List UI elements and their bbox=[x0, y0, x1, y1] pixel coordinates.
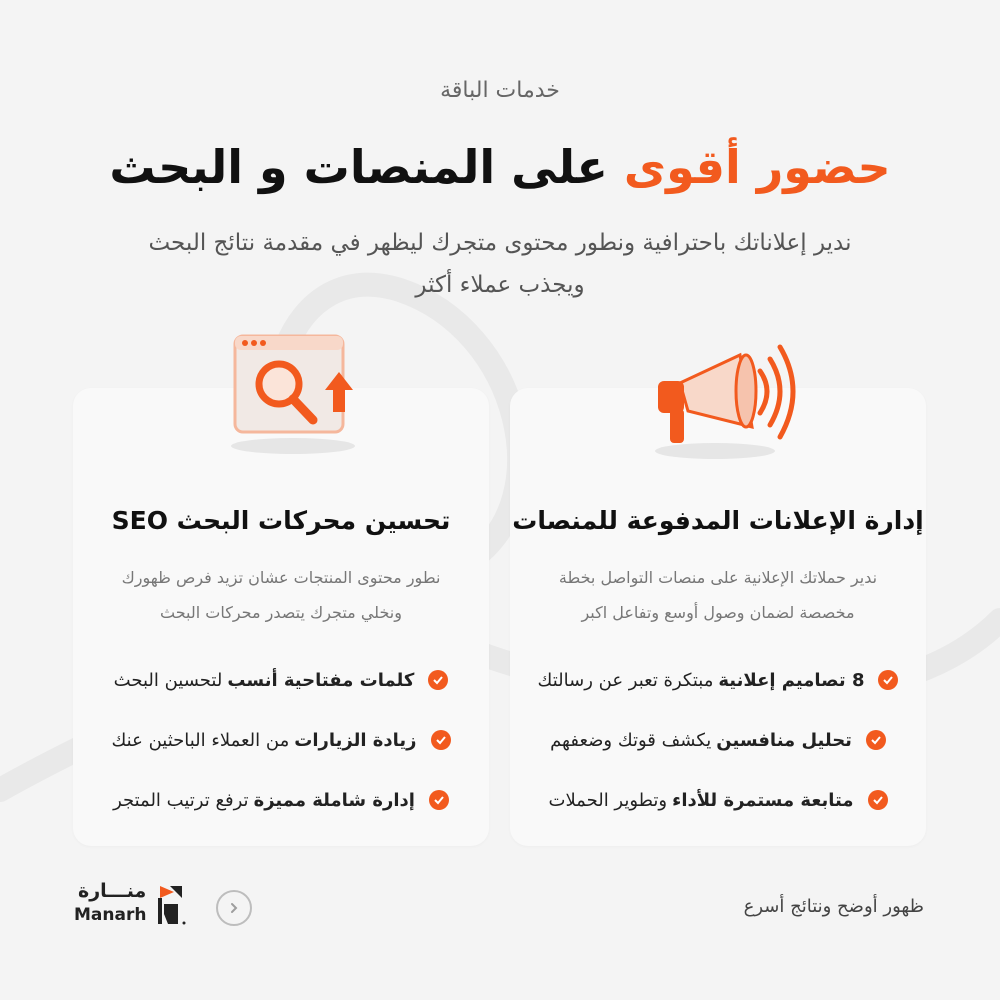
logo-arabic-text: منـــارة bbox=[78, 880, 147, 902]
check-icon bbox=[429, 790, 449, 810]
search-window-icon bbox=[223, 328, 373, 458]
card-title: تحسين محركات البحث SEO bbox=[111, 506, 451, 535]
feature-item bbox=[510, 710, 926, 770]
feature-text: يكشف قوتك وضعفهم bbox=[550, 729, 712, 751]
card-description: ندير حملاتك الإعلانية على منصات التواصل بخطة مخصصة لضمان وصول أوسع وتفاعل اكبر bbox=[558, 568, 878, 622]
feature-item bbox=[73, 770, 489, 830]
logo-mark-icon bbox=[156, 884, 186, 926]
section-eyebrow: خدمات الباقة bbox=[440, 78, 560, 103]
next-button[interactable] bbox=[216, 890, 252, 926]
card-description: نطور محتوى المنتجات عشان تزيد فرص ظهورك ونخلي متجرك يتصدر محركات البحث bbox=[121, 568, 441, 622]
feature-text: لتحسين البحث bbox=[113, 669, 223, 691]
page-headline bbox=[0, 140, 1000, 194]
footer-tagline: ظهور أوضح ونتائج أسرع bbox=[743, 896, 924, 917]
service-card-seo bbox=[73, 388, 489, 846]
feature-bold: زيادة الزيارات bbox=[294, 729, 417, 751]
feature-bold: تحليل منافسين bbox=[716, 729, 852, 751]
check-icon bbox=[866, 730, 886, 750]
feature-text: مبتكرة تعبر عن رسالتك bbox=[537, 669, 714, 691]
check-icon bbox=[868, 790, 888, 810]
card-title: إدارة الإعلانات المدفوعة للمنصات bbox=[512, 506, 924, 535]
feature-bold: إدارة شاملة مميزة bbox=[253, 789, 415, 811]
feature-text: ترفع ترتيب المتجر bbox=[113, 789, 249, 811]
headline-accent: حضور أقوى bbox=[623, 140, 891, 194]
megaphone-icon bbox=[640, 333, 800, 463]
check-icon bbox=[878, 670, 898, 690]
headline-rest: على المنصات و البحث bbox=[109, 140, 608, 194]
page-subtitle: ندير إعلاناتك باحترافية ونطور محتوى متجرك ليظهر في مقدمة نتائج البحث ويجذب عملاء أكثر bbox=[148, 230, 852, 298]
feature-bold: متابعة مستمرة للأداء bbox=[672, 789, 854, 811]
logo-english-text: Manarh bbox=[74, 905, 147, 925]
feature-text: وتطوير الحملات bbox=[548, 789, 668, 811]
feature-list bbox=[73, 650, 489, 830]
feature-text: من العملاء الباحثين عنك bbox=[111, 729, 290, 751]
service-card-paid-ads bbox=[510, 388, 926, 846]
check-icon bbox=[428, 670, 448, 690]
chevron-right-icon bbox=[228, 902, 240, 914]
feature-item bbox=[510, 650, 926, 710]
check-icon bbox=[431, 730, 451, 750]
feature-bold: كلمات مفتاحية أنسب bbox=[227, 669, 415, 691]
feature-item bbox=[73, 710, 489, 770]
feature-item bbox=[73, 650, 489, 710]
feature-item bbox=[510, 770, 926, 830]
feature-bold: 8 تصاميم إعلانية bbox=[718, 669, 865, 691]
feature-list bbox=[510, 650, 926, 830]
brand-logo bbox=[74, 880, 194, 930]
